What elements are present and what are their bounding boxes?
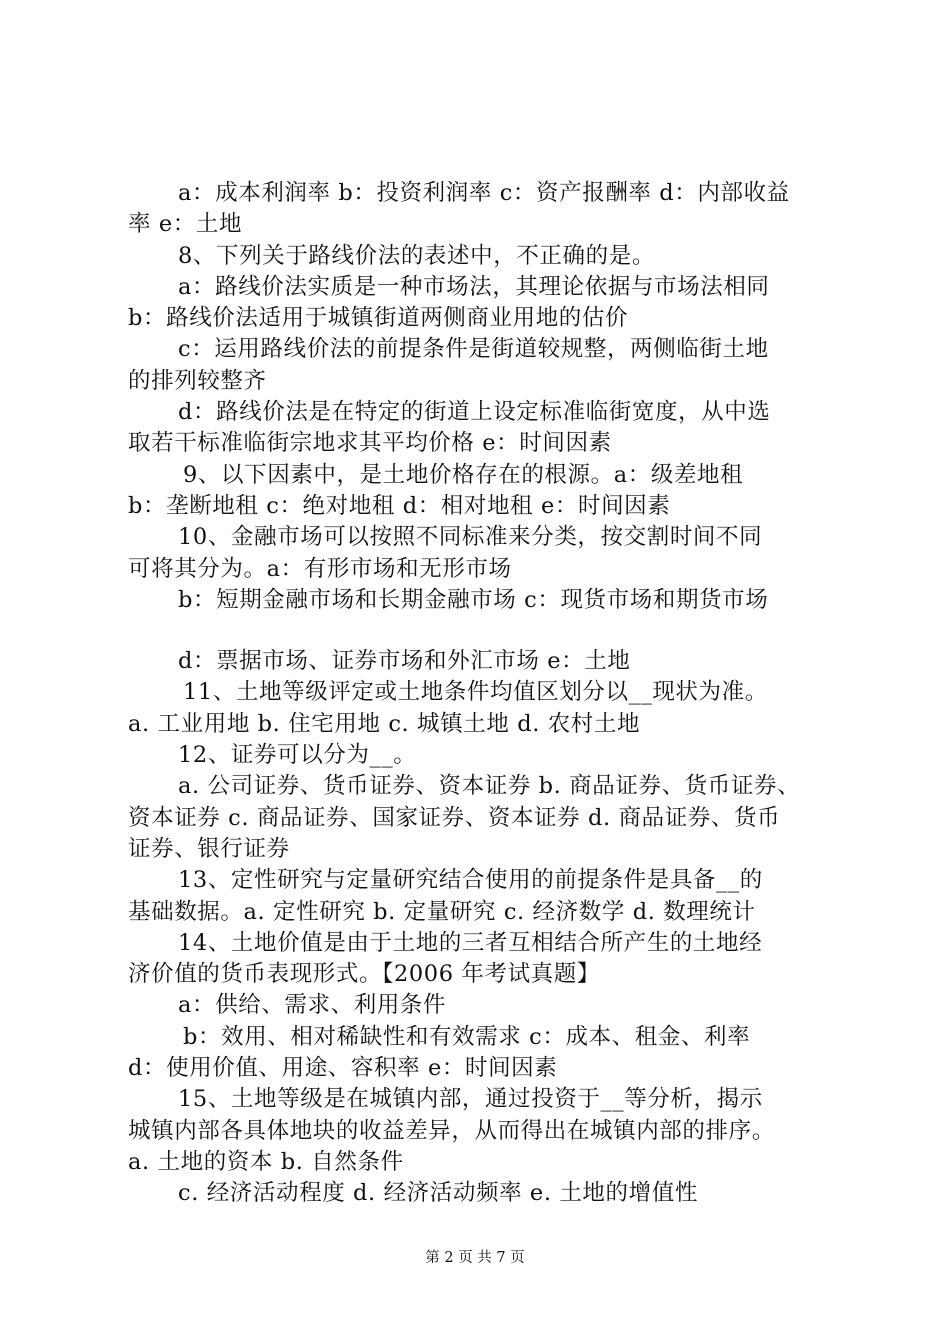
question-10: 10、金融市场可以按照不同标准来分类，按交割时间不同 bbox=[178, 524, 763, 551]
blank-gap bbox=[128, 616, 834, 646]
text-line: c. 经济活动程度 d. 经济活动频率 e. 土地的增值性 bbox=[178, 1180, 698, 1207]
question-12: 12、证券可以分为__。 bbox=[178, 742, 417, 769]
document-body bbox=[128, 178, 834, 1210]
text-line: a. 土地的资本 b. 自然条件 bbox=[128, 1148, 404, 1175]
question-11: 11、土地等级评定或土地条件均值区划分以__现状为准。 bbox=[183, 679, 768, 706]
question-8: 8、下列关于路线价法的表述中，不正确的是。 bbox=[178, 242, 655, 269]
question-15: 15、土地等级是在城镇内部，通过投资于__等分析，揭示 bbox=[178, 1086, 763, 1113]
question-9: 9、以下因素中，是土地价格存在的根源。a：级差地租 bbox=[183, 461, 744, 488]
text-line: a. 公司证券、货币证券、资本证券 b. 商品证券、货币证券、 bbox=[178, 773, 801, 800]
text-line: a：供给、需求、利用条件 bbox=[178, 992, 447, 1019]
question-14: 14、土地价值是由于土地的三者互相结合所产生的土地经 bbox=[178, 929, 763, 956]
text-line: a：成本利润率 b：投资利润率 c：资产报酬率 d：内部收益 bbox=[178, 180, 790, 206]
text-line: b：垄断地租 c：绝对地租 d：相对地租 e：时间因素 bbox=[128, 492, 671, 519]
page-number-footer: 第 2 页 共 7 页 bbox=[425, 1250, 525, 1266]
text-line: b：路线价法适用于城镇街道两侧商业用地的估价 bbox=[128, 305, 629, 332]
text-line: 的排列较整齐 bbox=[128, 367, 267, 394]
text-line: 基础数据。a. 定性研究 b. 定量研究 c. 经济数学 d. 数理统计 bbox=[128, 898, 756, 925]
text-line: 资本证券 c. 商品证券、国家证券、资本证券 d. 商品证券、货币 bbox=[128, 804, 781, 831]
text-line: b：效用、相对稀缺性和有效需求 c：成本、租金、利率 bbox=[183, 1023, 751, 1050]
text-line: a. 工业用地 b. 住宅用地 c. 城镇土地 d. 农村土地 bbox=[128, 710, 641, 737]
question-13: 13、定性研究与定量研究结合使用的前提条件是具备__的 bbox=[178, 867, 763, 894]
text-line: d：票据市场、证券市场和外汇市场 e：土地 bbox=[178, 648, 631, 675]
text-line: 济价值的货币表现形式。【2006 年考试真题】 bbox=[128, 961, 600, 988]
text-line: 证券、银行证券 bbox=[128, 835, 290, 862]
text-line: b：短期金融市场和长期金融市场 c：现货市场和期货市场 bbox=[178, 586, 769, 613]
text-line: 可将其分为。a：有形市场和无形市场 bbox=[128, 555, 512, 582]
text-line: 城镇内部各具体地块的收益差异，从而得出在城镇内部的排序。 bbox=[128, 1117, 775, 1144]
text-line: a：路线价法实质是一种市场法，其理论依据与市场法相同 bbox=[178, 273, 770, 300]
text-line: 率 e：土地 bbox=[128, 211, 243, 238]
text-line: d：路线价法是在特定的街道上设定标准临街宽度，从中选 bbox=[178, 399, 771, 426]
text-line: 取若干标准临街宗地求其平均价格 e：时间因素 bbox=[128, 430, 612, 457]
text-line: c：运用路线价法的前提条件是街道较规整，两侧临街土地 bbox=[178, 336, 769, 363]
text-line: d：使用价值、用途、容积率 e：时间因素 bbox=[128, 1055, 558, 1082]
